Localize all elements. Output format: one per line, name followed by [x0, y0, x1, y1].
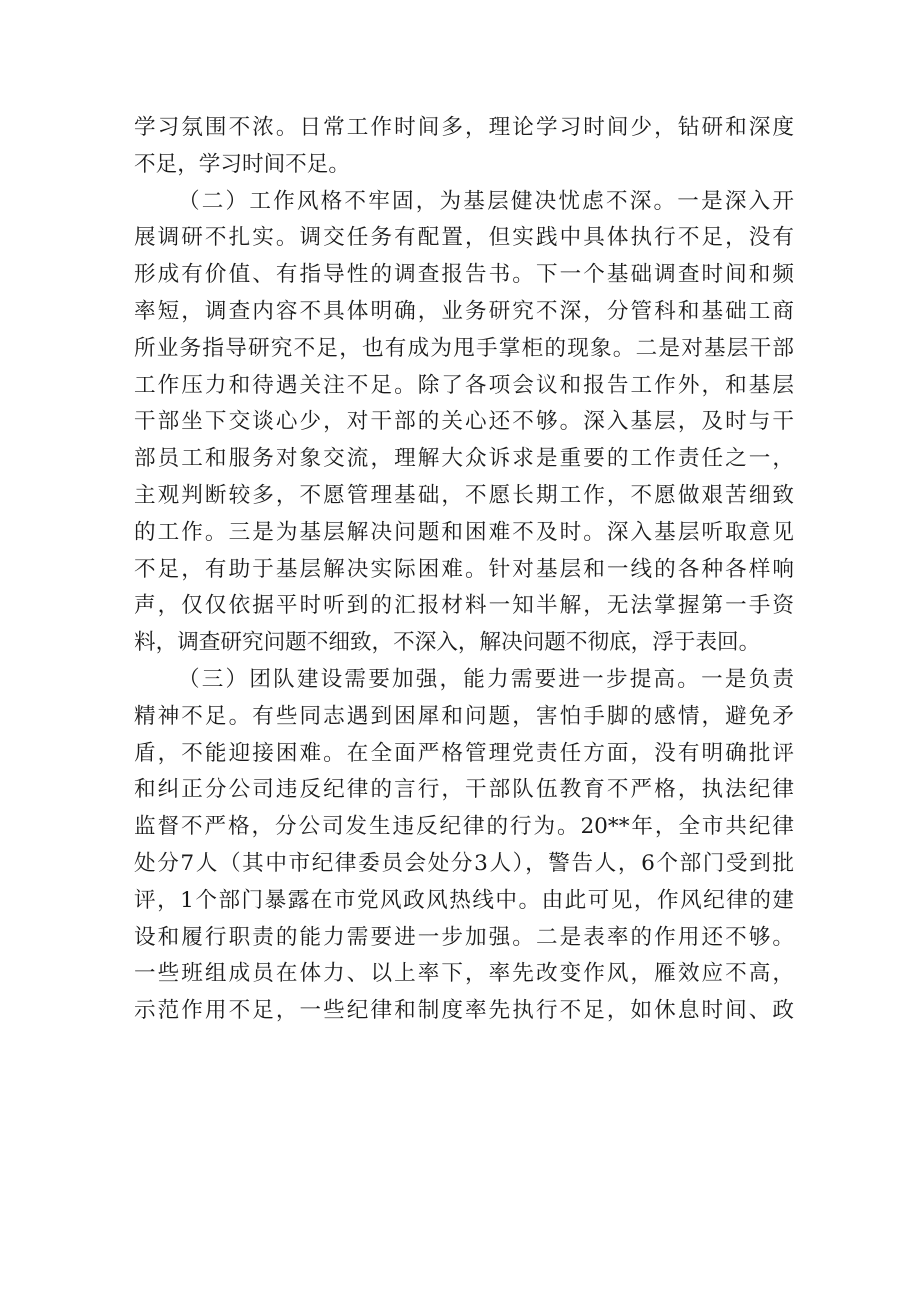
text-line: 学习氛围不浓。日常工作时间多，理论学习时间少，钻研和深度 — [134, 115, 794, 140]
text-line: 不足，学习时间不足。 — [134, 151, 350, 177]
text-line: 所业务指导研究不足，也有成为甩手掌柜的现象。二是对基层干部 — [134, 335, 794, 361]
text-line: 一些班组成员在体力、以上率下，率先改变作风，雁效应不高， — [134, 961, 794, 987]
text-line: 主观判断较多，不愿管理基础，不愿长期工作，不愿做艰苦细致 — [134, 482, 794, 508]
text-line: 形成有价值、有指导性的调查报告书。下一个基础调查时间和频 — [134, 262, 794, 288]
text-line: 评，1个部门暴露在市党风政风热线中。由此可见，作风纪律的建 — [134, 887, 794, 913]
paragraph-first-line: （三）团队建设需要加强，能力需要进一步提高。一是负责 — [178, 666, 794, 692]
text-line: 示范作用不足，一些纪律和制度率先执行不足，如休息时间、政 — [134, 998, 794, 1024]
text-line: 和纠正分公司违反纪律的言行，干部队伍教育不严格，执法纪律 — [134, 777, 794, 803]
text-line: 声，仅仅依据平时听到的汇报材料一知半解，无法掌握第一手资 — [134, 593, 794, 619]
document-body — [134, 110, 794, 1030]
text-line: 不足，有助于基层解决实际困难。针对基层和一线的各种各样响 — [134, 556, 794, 582]
text-line: 部员工和服务对象交流，理解大众诉求是重要的工作责任之一， — [134, 446, 794, 472]
text-line: 干部坐下交谈心少，对干部的关心还不够。深入基层，及时与干 — [134, 409, 794, 435]
text-line: 处分7人（其中市纪律委员会处分3人），警告人，6个部门受到批 — [134, 850, 794, 876]
text-line: 的工作。三是为基层解决问题和困难不及时。深入基层听取意见 — [134, 519, 794, 545]
text-line: 工作压力和待遇关注不足。除了各项会议和报告工作外，和基层 — [134, 372, 794, 398]
text-line: 监督不严格，分公司发生违反纪律的行为。20**年，全市共纪律 — [134, 814, 794, 840]
paragraph-first-line: （二）工作风格不牢固，为基层健决忧虑不深。一是深入开 — [178, 188, 794, 214]
text-line: 精神不足。有些同志遇到困犀和问题，害怕手脚的感情，避免矛 — [134, 703, 794, 729]
text-line: 设和履行职责的能力需要进一步加强。二是表率的作用还不够。 — [134, 924, 794, 950]
text-line: 料，调查研究问题不细致，不深入，解决问题不彻底，浮于表回。 — [134, 630, 761, 656]
text-line: 盾，不能迎接困难。在全面严格管理党责任方面，没有明确批评 — [134, 740, 794, 766]
text-line: 率短，调查内容不具体明确，业务研究不深，分管科和基础工商 — [134, 298, 794, 324]
text-line: 展调研不扎实。调交任务有配置，但实践中具体执行不足，没有 — [134, 225, 794, 251]
